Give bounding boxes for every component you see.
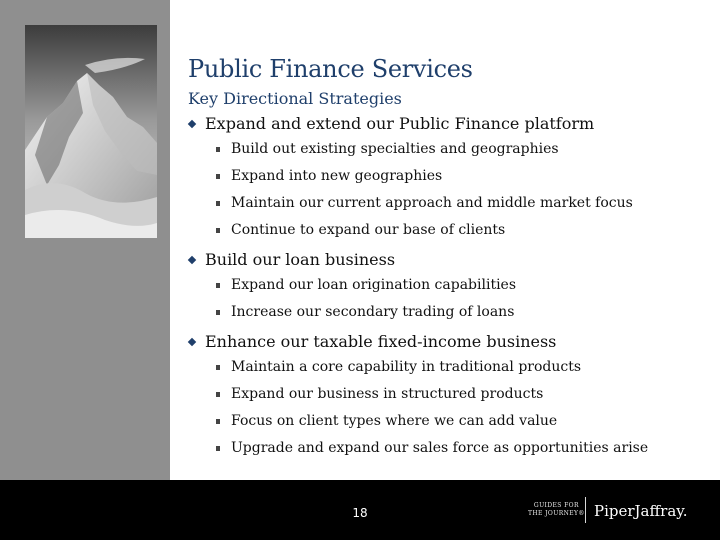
sub-bullet-text: Expand into new geographies <box>231 168 443 184</box>
sub-bullet-text: Expand our business in structured products <box>231 386 544 402</box>
diamond-bullet-icon <box>188 338 196 346</box>
footer-divider <box>585 497 586 523</box>
sub-bullet-text: Upgrade and expand our sales force as opportunities arise <box>231 440 649 456</box>
sub-bullet-text: Maintain a core capability in traditional products <box>231 359 582 375</box>
sub-bullet-item <box>188 136 708 163</box>
square-bullet-icon <box>216 392 220 397</box>
footer-bar <box>0 480 720 540</box>
bullet-text: Enhance our taxable fixed-income business <box>205 332 557 351</box>
sub-bullet-item <box>188 217 708 244</box>
square-bullet-icon <box>216 174 220 179</box>
sub-bullet-item <box>188 190 708 217</box>
bullet-text: Expand and extend our Public Finance platform <box>205 114 595 133</box>
slide-title: Public Finance Services <box>188 55 473 83</box>
sub-bullet-item <box>188 163 708 190</box>
tagline-line-2: THE JOURNEY® <box>528 510 585 517</box>
slide-subtitle: Key Directional Strategies <box>188 89 402 108</box>
bullet-list <box>188 112 708 462</box>
bullet-item <box>188 112 708 136</box>
square-bullet-icon <box>216 201 220 206</box>
sub-bullet-item <box>188 299 708 326</box>
square-bullet-icon <box>216 228 220 233</box>
sub-bullet-item <box>188 435 708 462</box>
left-band <box>0 0 170 480</box>
sub-bullet-text: Expand our loan origination capabilities <box>231 277 517 293</box>
sub-bullet-text: Build out existing specialties and geographies <box>231 141 559 157</box>
sub-bullet-text: Increase our secondary trading of loans <box>231 304 515 320</box>
sub-bullet-item <box>188 408 708 435</box>
tagline <box>528 502 585 518</box>
sub-bullet-item <box>188 354 708 381</box>
bullet-text: Build our loan business <box>205 250 396 269</box>
sub-bullet-item <box>188 381 708 408</box>
square-bullet-icon <box>216 147 220 152</box>
sub-bullet-text: Focus on client types where we can add value <box>231 413 558 429</box>
company-logo: PiperJaffray. <box>594 502 688 520</box>
diamond-bullet-icon <box>188 256 196 264</box>
sub-bullet-item <box>188 272 708 299</box>
page-number: 18 <box>352 506 368 520</box>
sub-bullet-text: Continue to expand our base of clients <box>231 222 506 238</box>
square-bullet-icon <box>216 419 220 424</box>
square-bullet-icon <box>216 446 220 451</box>
bullet-item <box>188 248 708 272</box>
square-bullet-icon <box>216 283 220 288</box>
square-bullet-icon <box>216 365 220 370</box>
bullet-item <box>188 330 708 354</box>
diamond-bullet-icon <box>188 120 196 128</box>
square-bullet-icon <box>216 310 220 315</box>
tagline-line-1: GUIDES FOR <box>533 502 579 509</box>
sub-bullet-text: Maintain our current approach and middle market focus <box>231 195 633 211</box>
mountain-image <box>25 25 157 238</box>
